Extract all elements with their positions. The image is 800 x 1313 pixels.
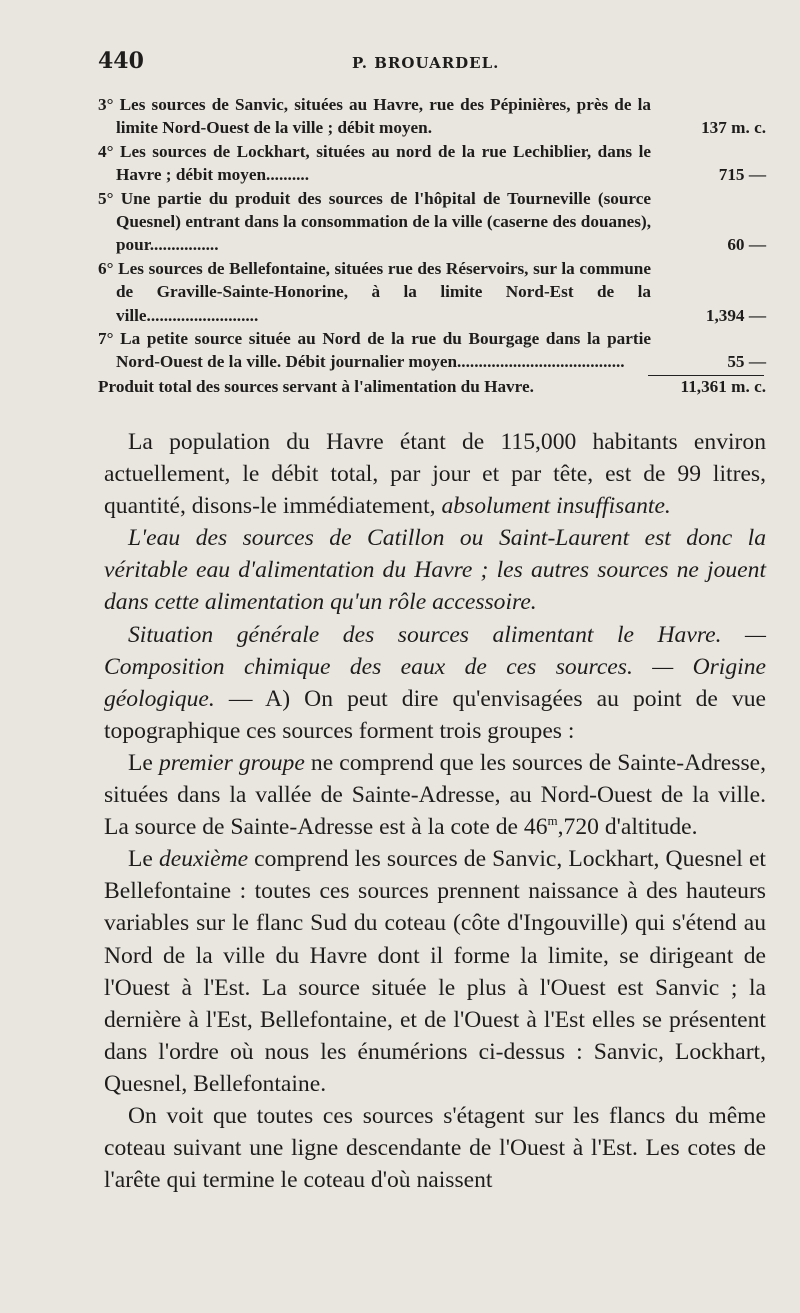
paragraph-emphasis: L'eau des sources de Catillon ou Saint-Laurent est donc la véritable eau d'alimentation du Havre ; les autres sources ne jouent dans cette alimentation qu'un rôle accessoire. xyxy=(104,525,766,616)
paragraph-text: comprend les sources de Sanvic, Lockhart, Quesnel et Bellefontaine : toutes ces sources prennent naissance à des hauteurs variables sur le flanc Sud du coteau (côte d'Ingouville) qui s'étend au Nord de la ville du Havre dont il forme la limite, se dirigeant de l'Ouest à l'Est. La source située le plus à l'Ouest est Sanvic ; la dernière à l'Est, Bellefontaine, et de l'Ouest à l'Est elles se présentent dans l'ordre où nous les énumérions ci-dessus : Sanvic, Lockhart, Quesnel, Bellefontaine. xyxy=(104,846,766,1097)
superscript: m xyxy=(547,813,558,829)
source-flow-value: 1,394 — xyxy=(705,305,766,325)
source-flow-value: 60 — xyxy=(727,235,766,255)
page-number: 440 xyxy=(98,48,144,74)
section-heading: Situation générale des sources alimentant le Havre. — Composition chimique des eaux de ces sources. — Origine géologique. xyxy=(104,621,766,712)
paragraph xyxy=(104,1100,766,1196)
source-description: 5° Une partie du produit des sources de l'hôpital de Tourneville (source Quesnel) entrant dans la consommation de la ville (caserne des douanes), pour................ xyxy=(98,188,651,255)
total-label: Produit total des sources servant à l'alimentation du Havre. xyxy=(98,376,534,396)
running-head-author: P. BROUARDEL. xyxy=(352,54,500,72)
paragraph xyxy=(104,619,766,747)
paragraph-text: La population du Havre étant de 115,000 habitants environ actuellement, le débit total, par jour et par tête, est de 99 litres, quantité, disons-le immédiatement, xyxy=(104,429,766,520)
total-value: 11,361 m. c. xyxy=(680,376,766,396)
paragraph xyxy=(104,747,766,843)
source-flow-value: 137 m. c. xyxy=(701,118,766,138)
paragraph-text: Le xyxy=(128,749,159,776)
paragraph xyxy=(104,522,766,618)
list-item xyxy=(98,327,766,374)
paragraph xyxy=(104,843,766,1100)
sources-list xyxy=(98,93,766,398)
list-item xyxy=(98,140,766,187)
source-description: 7° La petite source située au Nord de la rue du Bourgage dans la partie Nord-Ouest de la ville. Débit journalier moyen....................................... xyxy=(98,329,651,372)
list-item xyxy=(98,187,766,257)
paragraph-text: — A) On peut dire qu'envisagées au point de vue topographique ces sources forment trois groupes : xyxy=(104,685,766,744)
paragraph-text: ,720 d'altitude. xyxy=(557,814,698,841)
paragraph-emphasis: deuxième xyxy=(159,846,249,873)
paragraph-text: Le xyxy=(128,846,159,873)
total-row xyxy=(98,375,766,398)
list-item xyxy=(98,257,766,327)
source-description: 4° Les sources de Lockhart, situées au nord de la rue Lechiblier, dans le Havre ; débit moyen.......... xyxy=(98,141,651,185)
body-text xyxy=(104,426,766,1196)
paragraph-text: ne comprend que les sources de Sainte-Adresse, situées dans la vallée de Sainte-Adresse, au Nord-Ouest de la ville. La source de Sainte-Adresse est à la cote de 46 xyxy=(104,749,766,841)
source-flow-value: 715 — xyxy=(718,165,766,185)
list-item xyxy=(98,93,766,140)
paragraph-emphasis: premier groupe xyxy=(158,749,305,776)
source-description: 3° Les sources de Sanvic, situées au Havre, rue des Pépinières, près de la limite Nord-Ouest de la ville ; débit moyen. xyxy=(98,95,651,138)
source-flow-value: 55 — xyxy=(727,352,766,372)
source-description: 6° Les sources de Bellefontaine, situées rue des Réservoirs, sur la commune de Graville-Sainte-Honorine, à la limite Nord-Est de la ville.......................... xyxy=(98,258,651,325)
page-header xyxy=(98,48,760,88)
paragraph xyxy=(104,426,766,522)
paragraph-text: On voit que toutes ces sources s'étagent sur les flancs du même coteau suivant une ligne descendante de l'Ouest à l'Est. Les cotes de l'arête qui termine le coteau d'où naissent xyxy=(104,1102,766,1194)
paragraph-emphasis: absolument insuffisante. xyxy=(441,493,671,520)
